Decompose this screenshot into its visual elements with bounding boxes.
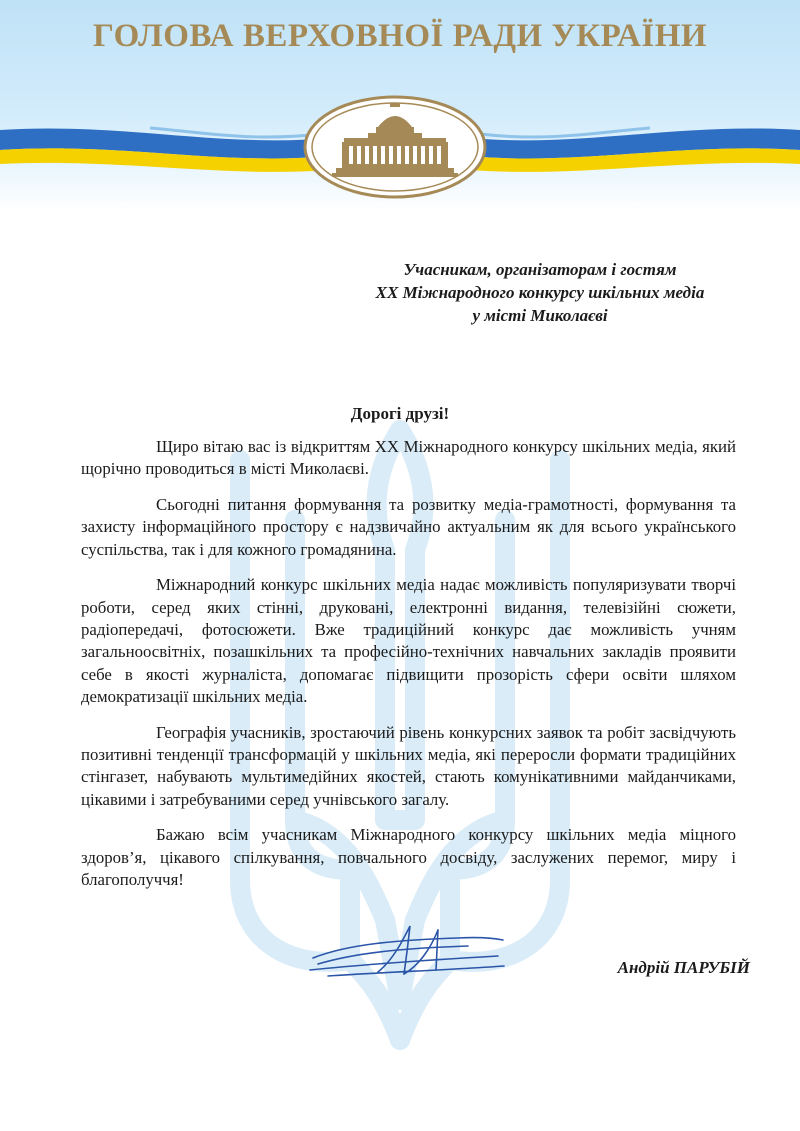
body-paragraph: Міжнародний конкурс шкільних медіа надає можливість популяризувати творчі роботи, серед яких стінні, друковані, електронні видання, телевізійні сюжети, радіопередачі, фотосюжети. Вже традиційний конкурс дає можливість учням загальноосвітніх, позашкільних та професійно-технічних навчальних закладів проявити себе в якості журналіста, допомагає підвищити прозорість сфери освіти шляхом демократизації шкільних медіа. — [81, 575, 736, 706]
parliament-building-icon — [302, 95, 488, 200]
addressee-line: у місті Миколаєві — [472, 306, 608, 325]
addressee-line: Учасникам, організаторам і гостям — [403, 260, 677, 279]
letterhead-title: ГОЛОВА ВЕРХОВНОЇ РАДИ УКРАЇНИ — [92, 18, 708, 54]
addressee-line: ХХ Міжнародного конкурсу шкільних медіа — [375, 283, 705, 302]
greeting: Дорогі друзі! — [350, 404, 450, 423]
body-paragraph: Бажаю всім учасникам Міжнародного конкурсу шкільних медіа міцного здоров’я, цікавого спілкування, повчального досвіду, заслужених перемог, миру і благополуччя! — [81, 825, 736, 890]
body-paragraph: Географія учасників, зростаючий рівень конкурсних заявок та робіт засвідчують позитивні тенденції трансформацій у шкільних медіа, які переросли формати традиційних стінгазет, набувають мультимедійних якостей, стають комунікативними майданчиками, цікавими і затребуваними серед учнівського загалу. — [81, 722, 736, 809]
letter-body — [81, 436, 736, 905]
body-paragraph: Щиро вітаю вас із відкриттям ХХ Міжнародного конкурсу шкільних медіа, який щорічно проводиться в місті Миколаєві. — [81, 437, 736, 479]
signer-name: Андрій ПАРУБІЙ — [617, 958, 750, 977]
addressee-block — [330, 258, 750, 327]
body-paragraph: Сьогодні питання формування та розвитку медіа-грамотності, формування та захисту інформаційного простору є надзвичайно актуальним як для всього українського суспільства, так і для кожного громадянина. — [81, 495, 736, 559]
handwritten-signature-icon — [308, 920, 508, 982]
